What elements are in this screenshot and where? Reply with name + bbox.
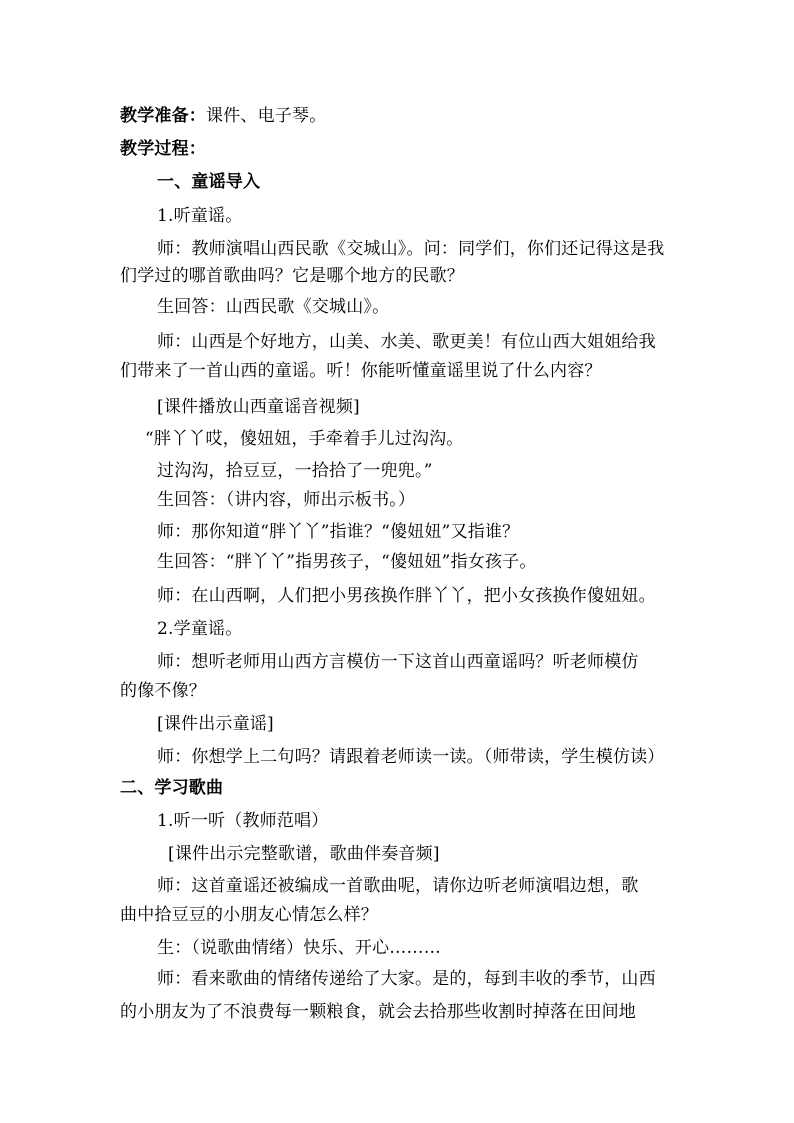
courseware-note: [课件出示童谣]	[157, 714, 274, 734]
paragraph-line: 师：山西是个好地方，山美、水美、歌更美！有位山西大姐姐给我	[157, 332, 656, 352]
paragraph-line: 师：教师演唱山西民歌《交城山》。问：同学们，你们还记得这是我	[157, 239, 665, 259]
paragraph-line: 师：那你知道“胖丫丫”指谁？“傻妞妞”又指谁？	[157, 522, 520, 542]
text-line	[120, 104, 326, 128]
text-line	[120, 137, 206, 161]
teaching-process-label: 教学过程：	[120, 139, 206, 159]
teaching-prep-text: 课件、电子琴。	[206, 106, 327, 126]
subsection-heading: 1.听一听（教师范唱）	[157, 811, 329, 831]
courseware-note: [课件出示完整歌谱，歌曲伴奏音频]	[168, 844, 440, 864]
paragraph-line: 师：在山西啊，人们把小男孩换作胖丫丫，把小女孩换作傻妞妞。	[157, 586, 656, 606]
paragraph-line: 生回答：（讲内容，师出示板书。）	[157, 490, 416, 510]
paragraph-line: 的像不像？	[120, 681, 206, 701]
courseware-note: [课件播放山西童谣音视频]	[157, 397, 360, 417]
paragraph-line: 师：看来歌曲的情绪传递给了大家。是的，每到丰收的季节，山西	[157, 969, 656, 989]
paragraph-line: 生回答：“胖丫丫”指男孩子，“傻妞妞”指女孩子。	[157, 552, 537, 572]
paragraph-line: 们学过的哪首歌曲吗？它是哪个地方的民歌？	[120, 266, 464, 286]
paragraph-line: 生：（说歌曲情绪）快乐、开心………	[157, 938, 441, 958]
section-heading: 一、童谣导入	[157, 172, 261, 192]
subsection-heading: 2.学童谣。	[157, 619, 243, 639]
paragraph-line: 生回答：山西民歌《交城山》。	[157, 297, 390, 317]
paragraph-line: 师：你想学上二句吗？请跟着老师读一读。（师带读，学生模仿读）	[157, 747, 665, 767]
teaching-prep-label: 教学准备：	[120, 106, 206, 126]
rhyme-line: “胖丫丫哎，傻妞妞，手牵着手儿过沟沟。	[145, 429, 464, 449]
subsection-heading: 1.听童谣。	[157, 206, 243, 226]
paragraph-line: 师：想听老师用山西方言模仿一下这首山西童谣吗？听老师模仿	[157, 652, 639, 672]
paragraph-line: 曲中拾豆豆的小朋友心情怎么样？	[120, 905, 378, 925]
paragraph-line: 师：这首童谣还被编成一首歌曲呢，请你边听老师演唱边想，歌	[157, 876, 639, 896]
paragraph-line: 的小朋友为了不浪费每一颗粮食，就会去拾那些收割时掉落在田间地	[120, 1002, 636, 1022]
section-heading: 二、学习歌曲	[120, 778, 224, 798]
paragraph-line: 们带来了一首山西的童谣。听！你能听懂童谣里说了什么内容？	[120, 361, 602, 381]
rhyme-line: 过沟沟，拾豆豆，一拾拾了一兜兜。”	[157, 461, 433, 481]
